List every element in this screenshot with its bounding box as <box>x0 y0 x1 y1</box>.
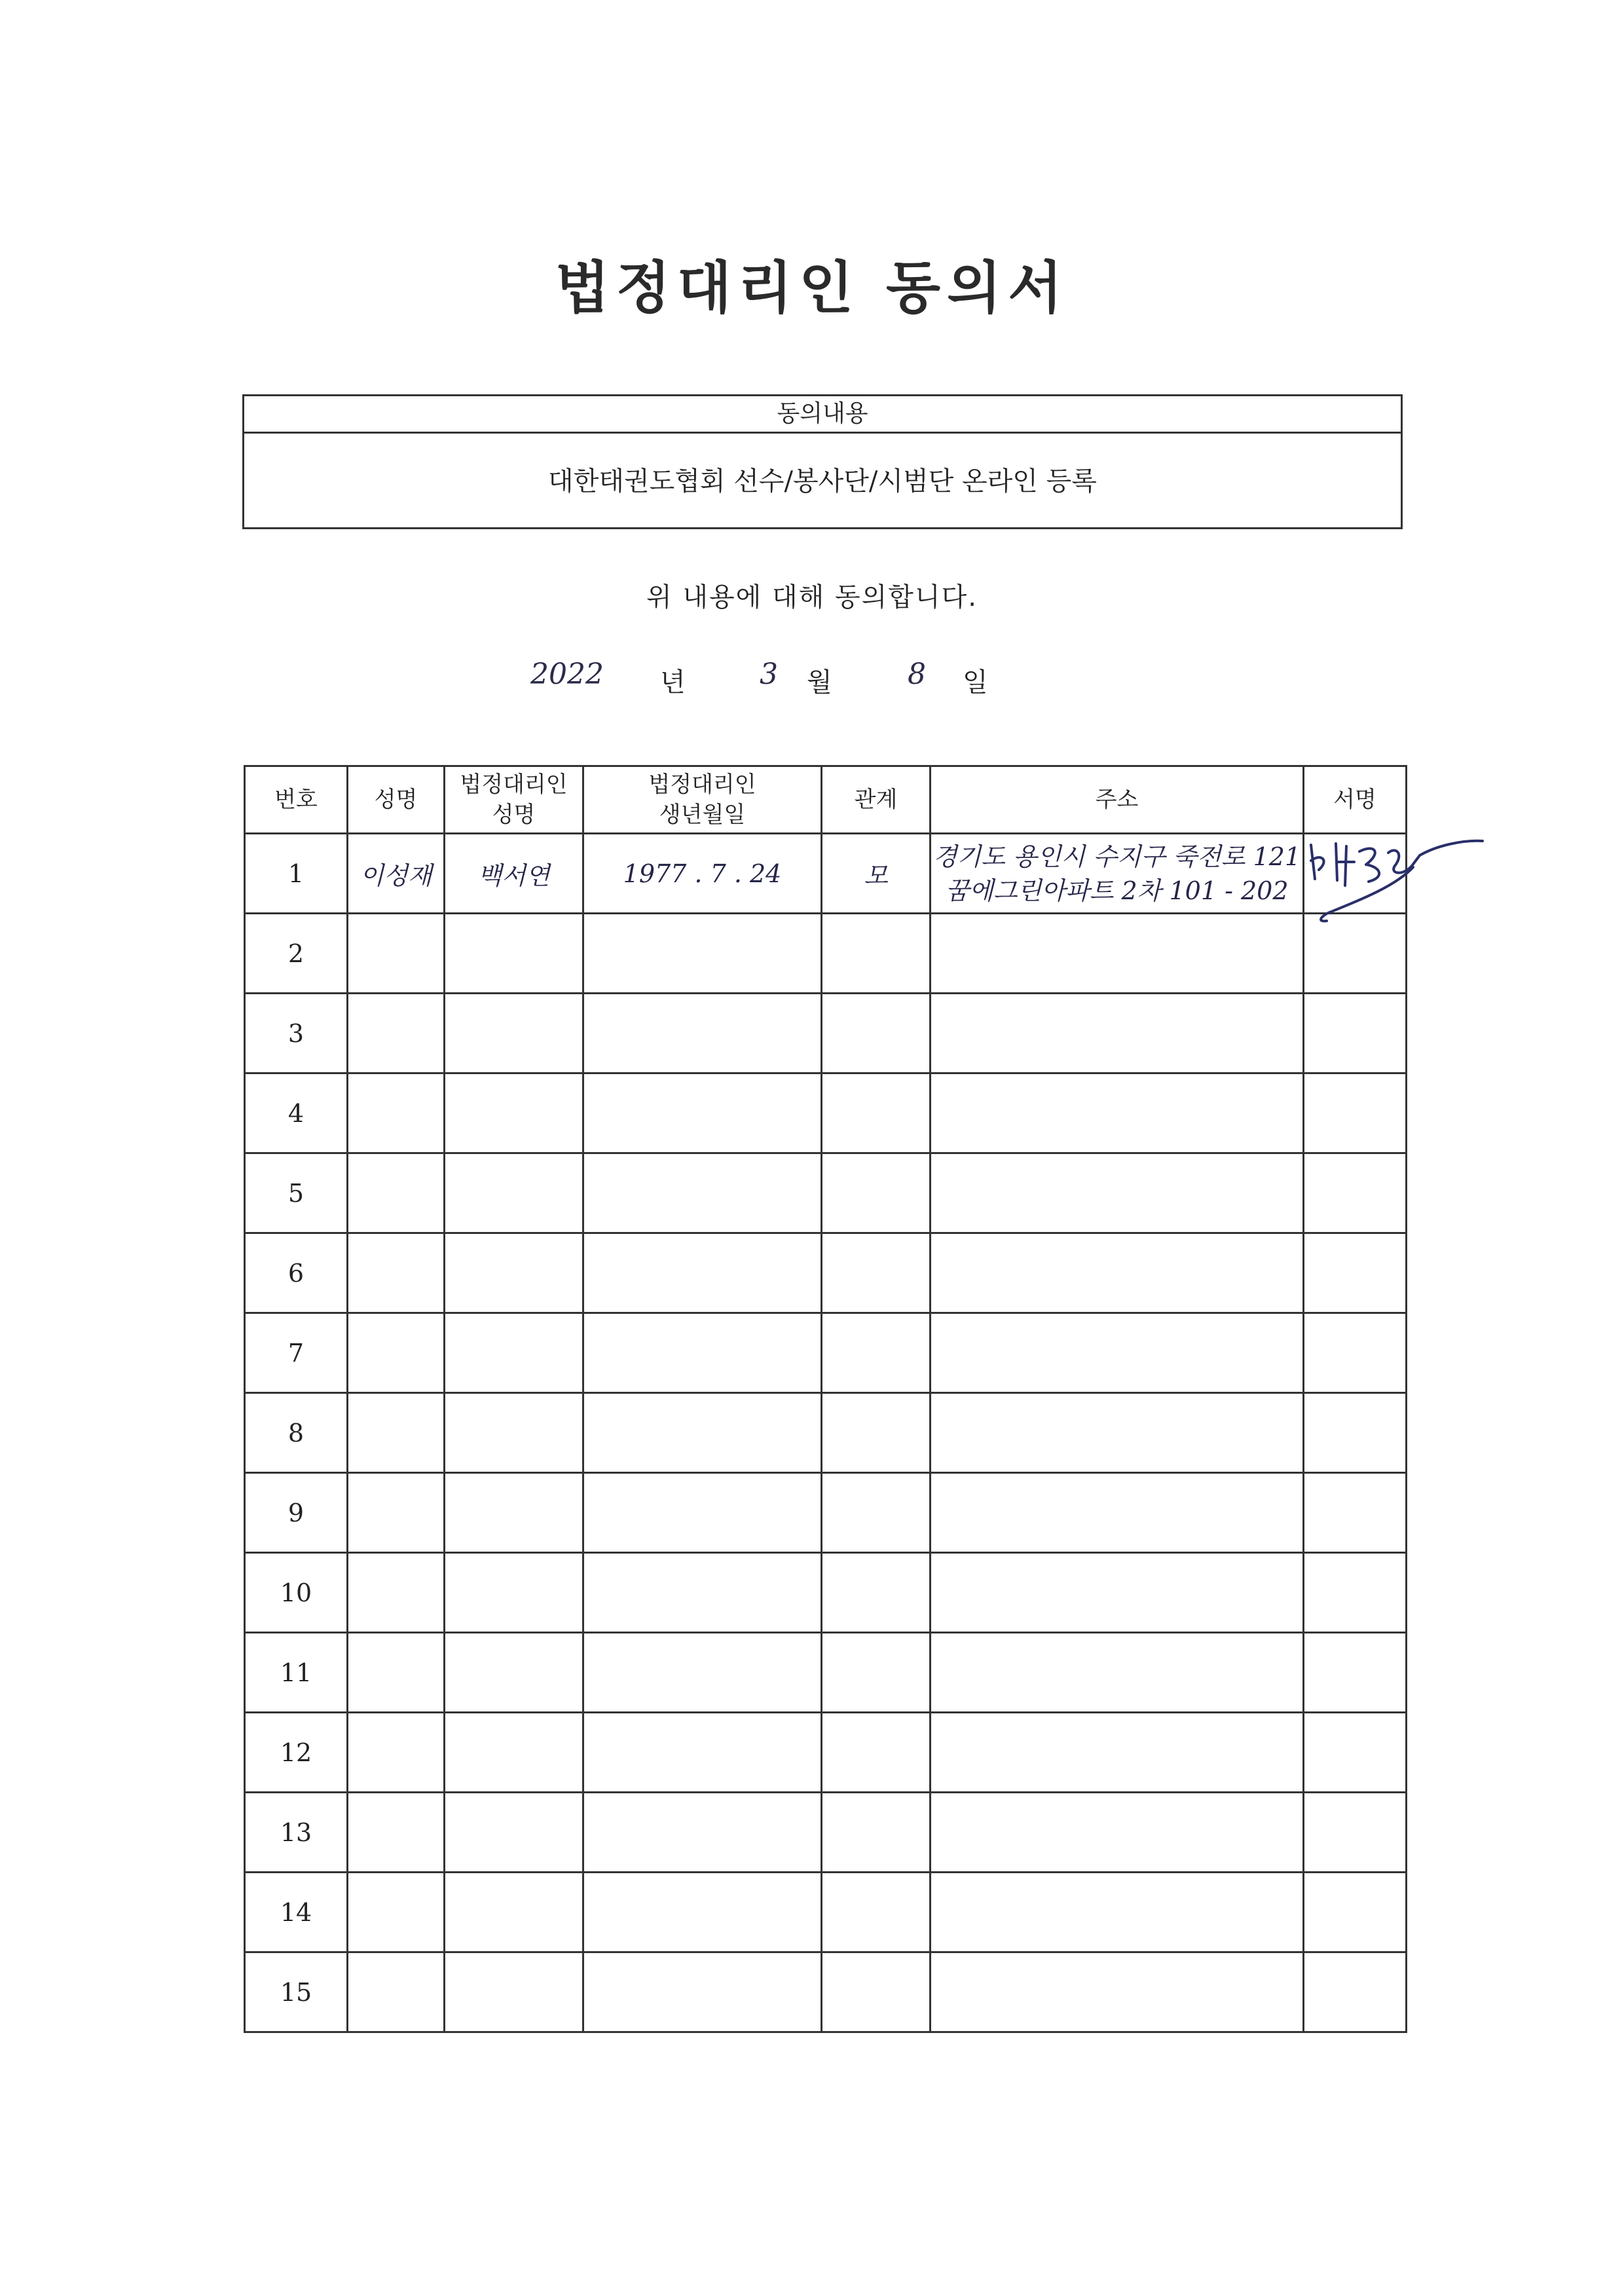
row-address <box>931 1952 1304 2032</box>
row-number: 7 <box>245 1313 348 1393</box>
row-address <box>931 1073 1304 1153</box>
consent-header: 동의내용 <box>244 396 1401 434</box>
header-guardian-birth-line2: 생년월일 <box>659 802 746 828</box>
row-guardian-birth <box>583 1153 822 1233</box>
row-relation: 모 <box>822 834 931 914</box>
table-row <box>245 1393 1407 1473</box>
row-name <box>348 914 445 994</box>
row-guardian-birth <box>583 914 822 994</box>
header-guardian-birth-line1: 법정대리인 <box>648 772 756 798</box>
table-row <box>245 1633 1407 1713</box>
row-relation <box>822 1633 931 1713</box>
row-relation <box>822 1553 931 1633</box>
table-row <box>245 1793 1407 1873</box>
row-address <box>931 1393 1304 1473</box>
row-address <box>931 1153 1304 1233</box>
header-no: 번호 <box>245 766 348 834</box>
row-number: 9 <box>245 1473 348 1553</box>
row-number: 6 <box>245 1233 348 1313</box>
row-guardian-birth: 1977 . 7 . 24 <box>583 834 822 914</box>
table-row <box>245 1713 1407 1793</box>
header-guardian-name <box>445 766 583 834</box>
row-signature <box>1304 1073 1407 1153</box>
header-guardian-name-line2: 성명 <box>492 802 536 828</box>
row-guardian-name <box>445 1553 583 1633</box>
date-month-unit: 월 <box>807 667 832 698</box>
row-name <box>348 1553 445 1633</box>
row-name: 이성재 <box>348 834 445 914</box>
row-name <box>348 1713 445 1793</box>
row-address <box>931 834 1304 914</box>
date-year: 2022 <box>530 658 604 691</box>
row-guardian-birth <box>583 1713 822 1793</box>
row-guardian-birth <box>583 1633 822 1713</box>
row-signature <box>1304 1633 1407 1713</box>
row-address <box>931 1793 1304 1873</box>
row-guardian-birth <box>583 1793 822 1873</box>
row-name <box>348 1952 445 2032</box>
row-signature <box>1304 1233 1407 1313</box>
row-number: 3 <box>245 994 348 1073</box>
row-guardian-birth <box>583 1873 822 1952</box>
header-guardian-name-line1: 법정대리인 <box>460 772 568 798</box>
header-name: 성명 <box>348 766 445 834</box>
row-address <box>931 1873 1304 1952</box>
row-number: 11 <box>245 1633 348 1713</box>
row-number: 14 <box>245 1873 348 1952</box>
row-guardian-name <box>445 1793 583 1873</box>
row-address <box>931 1553 1304 1633</box>
header-guardian-birth <box>583 766 822 834</box>
table-row <box>245 1873 1407 1952</box>
date-day: 8 <box>908 658 926 691</box>
header-relation: 관계 <box>822 766 931 834</box>
table-row <box>245 1233 1407 1313</box>
row-name <box>348 1073 445 1153</box>
row-signature <box>1304 1393 1407 1473</box>
row-guardian-name <box>445 994 583 1073</box>
table-row <box>245 834 1407 914</box>
row-signature <box>1304 1473 1407 1553</box>
row-relation <box>822 994 931 1073</box>
row-guardian-birth <box>583 1313 822 1393</box>
row-guardian-birth <box>583 1393 822 1473</box>
row-signature <box>1304 1873 1407 1952</box>
date-day-unit: 일 <box>963 667 988 698</box>
row-address <box>931 1313 1304 1393</box>
row-number: 2 <box>245 914 348 994</box>
row-guardian-name <box>445 1393 583 1473</box>
table-row <box>245 1553 1407 1633</box>
row-signature <box>1304 1153 1407 1233</box>
row-name <box>348 1873 445 1952</box>
row-relation <box>822 1073 931 1153</box>
row-name <box>348 1313 445 1393</box>
header-signature: 서명 <box>1304 766 1407 834</box>
row-guardian-name <box>445 1713 583 1793</box>
row-address <box>931 1713 1304 1793</box>
row-address <box>931 1473 1304 1553</box>
row-number: 4 <box>245 1073 348 1153</box>
row-number: 13 <box>245 1793 348 1873</box>
row-guardian-name <box>445 914 583 994</box>
row-relation <box>822 1873 931 1952</box>
row-relation <box>822 1793 931 1873</box>
row-address-line1: 경기도 용인시 수지구 죽전로 121 <box>932 842 1301 871</box>
row-relation <box>822 1713 931 1793</box>
row-number: 1 <box>245 834 348 914</box>
row-address <box>931 914 1304 994</box>
row-name <box>348 994 445 1073</box>
table-row <box>245 994 1407 1073</box>
row-relation <box>822 1153 931 1233</box>
row-guardian-name <box>445 1633 583 1713</box>
row-guardian-name <box>445 1473 583 1553</box>
row-address-line2: 꿈에그린아파트 2차 101 - 202 <box>945 876 1289 905</box>
row-number: 8 <box>245 1393 348 1473</box>
date-line <box>0 658 1624 707</box>
table-row <box>245 1952 1407 2032</box>
row-guardian-birth <box>583 1473 822 1553</box>
table-row <box>245 1073 1407 1153</box>
row-signature <box>1304 834 1407 914</box>
agreement-statement: 위 내용에 대해 동의합니다. <box>646 582 978 612</box>
row-signature <box>1304 1793 1407 1873</box>
row-relation <box>822 1473 931 1553</box>
row-guardian-birth <box>583 994 822 1073</box>
row-name <box>348 1153 445 1233</box>
document-title: 법정대리인 동의서 <box>555 255 1069 321</box>
row-guardian-birth <box>583 1233 822 1313</box>
row-address <box>931 1633 1304 1713</box>
row-name <box>348 1473 445 1553</box>
row-signature <box>1304 1952 1407 2032</box>
row-number: 5 <box>245 1153 348 1233</box>
row-signature <box>1304 994 1407 1073</box>
row-guardian-birth <box>583 1553 822 1633</box>
row-guardian-birth <box>583 1073 822 1153</box>
row-relation <box>822 914 931 994</box>
row-name <box>348 1793 445 1873</box>
table-row <box>245 1313 1407 1393</box>
row-name <box>348 1633 445 1713</box>
consent-content: 대한태권도협회 선수/봉사단/시범단 온라인 등록 <box>548 466 1097 496</box>
row-relation <box>822 1952 931 2032</box>
row-guardian-name <box>445 1873 583 1952</box>
row-guardian-name <box>445 1073 583 1153</box>
row-guardian-birth <box>583 1952 822 2032</box>
table-body <box>245 834 1407 2032</box>
row-guardian-name <box>445 1233 583 1313</box>
row-guardian-name: 백서연 <box>445 834 583 914</box>
row-guardian-name <box>445 1952 583 2032</box>
signature-stroke <box>1311 841 1483 922</box>
row-name <box>348 1233 445 1313</box>
row-address <box>931 994 1304 1073</box>
table-row <box>245 1153 1407 1233</box>
row-signature <box>1304 1713 1407 1793</box>
guardian-table <box>244 765 1407 2033</box>
row-number: 15 <box>245 1952 348 2032</box>
consent-box <box>242 394 1403 529</box>
row-signature <box>1304 1313 1407 1393</box>
table-header-row <box>245 766 1407 834</box>
header-address: 주소 <box>931 766 1304 834</box>
date-year-unit: 년 <box>660 667 686 698</box>
row-relation <box>822 1313 931 1393</box>
row-name <box>348 1393 445 1473</box>
row-number: 12 <box>245 1713 348 1793</box>
row-signature <box>1304 1553 1407 1633</box>
row-signature <box>1304 914 1407 994</box>
row-relation <box>822 1393 931 1473</box>
row-number: 10 <box>245 1553 348 1633</box>
date-month: 3 <box>760 658 778 691</box>
row-address <box>931 1233 1304 1313</box>
row-guardian-name <box>445 1153 583 1233</box>
table-row <box>245 914 1407 994</box>
table-row <box>245 1473 1407 1553</box>
row-guardian-name <box>445 1313 583 1393</box>
row-relation <box>822 1233 931 1313</box>
